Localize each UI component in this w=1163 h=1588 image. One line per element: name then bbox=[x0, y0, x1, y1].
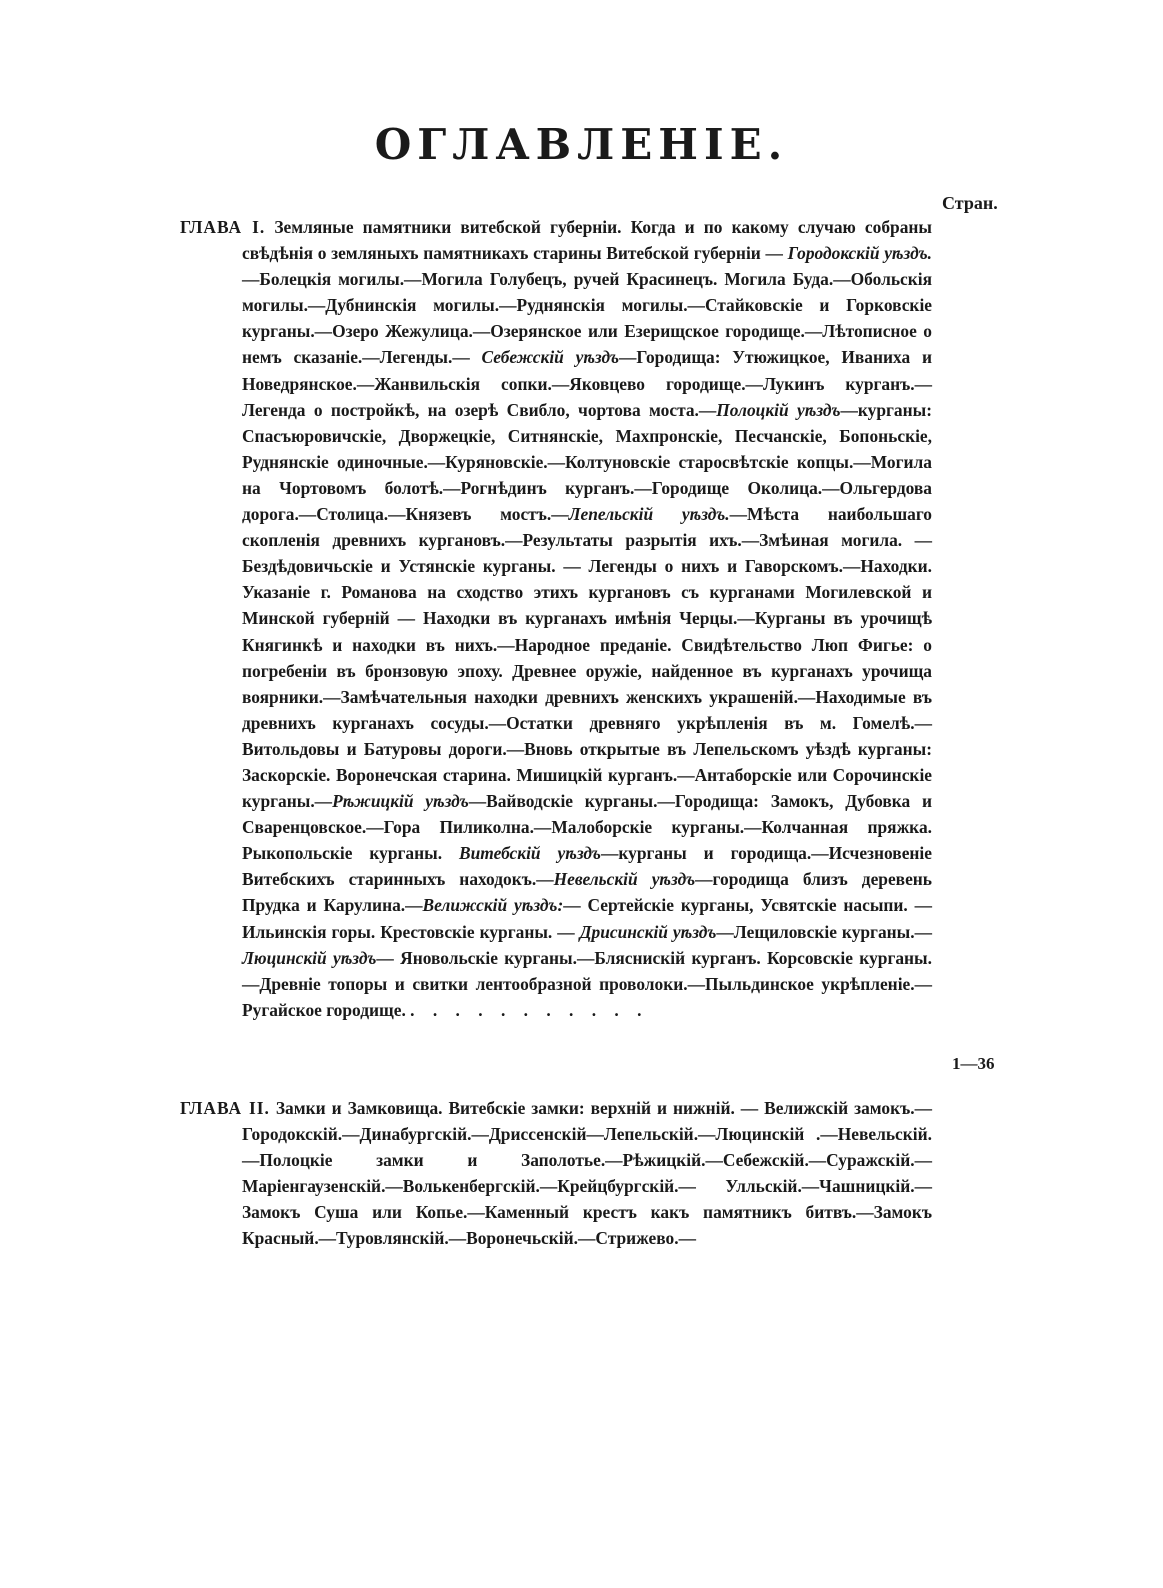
chapter-2-text: Замки и Замковища. Витебскіе замки: верхній и нижній. — Велижскій замокъ.—Городокскій.—Динабургскій.—Дриссенскій—Лепельскій.—Люцинскій .—Невельскій.—Полоцкіе замки и Заполотье.—Рѣжицкій.—Себежскій.—Суражскій.—Маріенгаузенскій.—Волькенбергскій.—Крейцбургскій.— Улльскій.—Чашницкій.—Замокъ Суша или Копье.—Каменный крестъ какъ памятникъ битвъ.—Замокъ Красный.—Туровлянскій.—Воронечьскій.—Стрижево.— bbox=[242, 1098, 932, 1249]
chapter-1-heading: Земляные памятники витебской губерніи. bbox=[274, 217, 622, 237]
chapter-1-text: —Мѣста наибольшаго скопленія древнихъ кургановъ.—Результаты разрытія ихъ.—Змѣиная могила. — Бездѣдовичьскіе и Устянскіе курганы. — Легенды о нихъ и Гаворскомъ.—Находки. Указаніе г. Романова на сходство этихъ кургановъ съ курганами Могилевской и Минской губерній — Находки въ курганахъ имѣнія Черцы.—Курганы въ урочищѣ Княгинкѣ и находки въ нихъ.—Народное преданіе. Свидѣтельство Люп Фигье: о погребеніи въ бронзовую эпоху. Древнее оружіе, найденное въ курганахъ урочища воярники.—Замѣчательныя находки древнихъ женскихъ украшеній.—Находимые въ древнихъ курганахъ сосуды.—Остатки древняго укрѣпленія въ м. Гомелѣ.—Витольдовы и Батуровы дороги.—Вновь открытые въ Лепельскомъ уѣздѣ курганы: Заскорскіе. Воронечская старина. Мишицкій курганъ.—Антаборскіе или Сорочинскіе курганы.— bbox=[242, 504, 932, 812]
district-name: Велижскій уѣздъ: bbox=[422, 895, 564, 916]
chapter-1-text: —Лещиловскіе курганы.— bbox=[716, 921, 932, 942]
district-name: Люцинскій уѣздъ bbox=[242, 947, 377, 968]
district-name: Себежскій уѣздъ bbox=[481, 347, 620, 368]
district-name: Дрисинскій уѣздъ bbox=[579, 921, 717, 942]
district-name: Городокскій уѣздъ. bbox=[787, 243, 932, 264]
district-name: Витебскій уѣздъ bbox=[459, 843, 601, 864]
chapter-1-text: —Болецкія могилы.—Могила Голубецъ, ручей Красинецъ. Могила Буда.—Обольскія могилы.—Дубнинскія могилы.—Руднянскія могилы.—Стайковскіе и Горковскіе курганы.—Озеро Жежулица.—Озерянское или Езерищское городище.—Лѣтописное о немъ сказаніе.—Легенды.— bbox=[242, 269, 932, 368]
page-column-header: Стран. bbox=[942, 193, 998, 213]
chapter-1-text: —Вайводскіе курганы.—Городища: Замокъ, Дубовка и Сваренцовское.—Гора Пиликолна.—Малоборскіе курганы.—Колчанная пряжка. Рыкопольскіе курганы. bbox=[242, 791, 933, 864]
district-name: Полоцкій уѣздъ bbox=[716, 399, 841, 420]
chapter-1-text: —Городища: Утюжицкое, Иваниха и Новедрянское.—Жанвильскія сопки.—Яковцево городище.—Лукинъ курганъ.—Легенда о постройкѣ, на озерѣ Свибло, чортова моста.— bbox=[242, 347, 932, 420]
district-name: Лепельскій уѣздъ. bbox=[568, 504, 730, 525]
chapter-1-text: —городища близъ деревень Прудка и Карулина.— bbox=[242, 869, 933, 916]
chapter-2-entry bbox=[180, 1095, 932, 1252]
chapter-1-text: Когда и по какому случаю собраны свѣдѣнія о земляныхъ памятникахъ старины Витебской губерніи — bbox=[242, 217, 932, 264]
chapter-1-text: —курганы: Спасъюровичскіе, Дворжецкіе, Ситнянскіе, Махпронскіе, Песчанскіе, Бопоньскіе, Руднянскіе одиночные.—Куряновскіе.—Колтуновскіе старосвѣтскіе копцы.—Могила на Чортовомъ болотѣ.—Рогнѣдинъ курганъ.—Городище Околица.—Ольгердова дорога.—Столица.—Князевъ мостъ.— bbox=[242, 399, 932, 525]
chapter-1-text: — Яновольскіе курганы.—Бляснискій курганъ. Корсовскіе курганы.—Древніе топоры и свитки лентообразной проволоки.—Пыльдинское укрѣпленіе.—Ругайское городище. bbox=[242, 947, 932, 1020]
chapter-1-text: —курганы и городища.—Исчезновеніе Витебскихъ старинныхъ находокъ.— bbox=[242, 843, 932, 890]
district-name: Невельскій уѣздъ bbox=[553, 869, 696, 890]
dot-leader: . . . . . . . . . . . bbox=[410, 999, 649, 1020]
chapter-1-text: — Сертейскіе курганы, Усвятскіе насыпи. — Ильинскія горы. Крестовскіе курганы. — bbox=[242, 895, 933, 942]
page-title: ОГЛАВЛЕНІЕ. bbox=[374, 120, 789, 169]
chapter-1-entry bbox=[180, 214, 932, 1023]
district-name: Рѣжицкій уѣздъ bbox=[332, 791, 469, 812]
chapter-1-label: ГЛАВА I. bbox=[180, 217, 266, 237]
chapter-2-label: ГЛАВА II. bbox=[180, 1098, 270, 1118]
chapter-1-pages: 1—36 bbox=[952, 1054, 995, 1073]
